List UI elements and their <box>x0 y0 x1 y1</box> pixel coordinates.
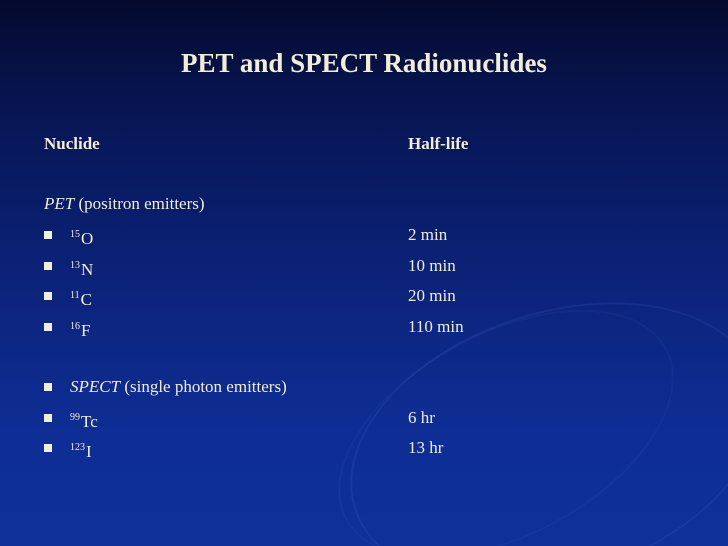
element-symbol: Tc <box>81 412 98 431</box>
mass-number: 123 <box>70 442 85 453</box>
halflife-value: 6 hr <box>408 408 435 427</box>
halflife-value: 13 hr <box>408 438 444 457</box>
element-symbol: N <box>81 260 94 279</box>
list-item <box>44 314 704 340</box>
list-item <box>44 283 704 309</box>
square-bullet-icon <box>44 383 52 391</box>
pet-heading <box>44 191 704 217</box>
pet-heading-rest: (positron emitters) <box>74 194 205 213</box>
mass-number: 16 <box>70 321 80 332</box>
element-symbol: F <box>81 321 91 340</box>
halflife-value: 2 min <box>408 225 448 244</box>
nuclide-header: Nuclide <box>44 134 100 153</box>
element-symbol: C <box>80 290 92 309</box>
spect-heading-rest: (single photon emitters) <box>120 377 287 396</box>
mass-number: 99 <box>70 412 80 423</box>
mass-number: 15 <box>70 229 80 240</box>
slide-title: PET and SPECT Radionuclides <box>181 48 547 78</box>
spect-heading-italic: SPECT <box>70 377 121 396</box>
list-item <box>44 435 704 461</box>
square-bullet-icon <box>44 292 52 300</box>
square-bullet-icon <box>44 414 52 422</box>
mass-number: 11 <box>70 290 80 301</box>
list-item <box>44 405 704 431</box>
halflife-value: 10 min <box>408 256 456 275</box>
square-bullet-icon <box>44 262 52 270</box>
element-symbol: O <box>81 229 94 248</box>
list-item <box>44 253 704 279</box>
halflife-value: 20 min <box>408 286 456 305</box>
spect-heading <box>44 374 704 400</box>
halflife-value: 110 min <box>408 317 464 336</box>
pet-heading-italic: PET <box>44 194 75 213</box>
mass-number: 13 <box>70 260 80 271</box>
square-bullet-icon <box>44 231 52 239</box>
list-item <box>44 222 704 248</box>
square-bullet-icon <box>44 444 52 452</box>
element-symbol: I <box>86 442 92 461</box>
square-bullet-icon <box>44 323 52 331</box>
halflife-header: Half-life <box>408 134 469 153</box>
